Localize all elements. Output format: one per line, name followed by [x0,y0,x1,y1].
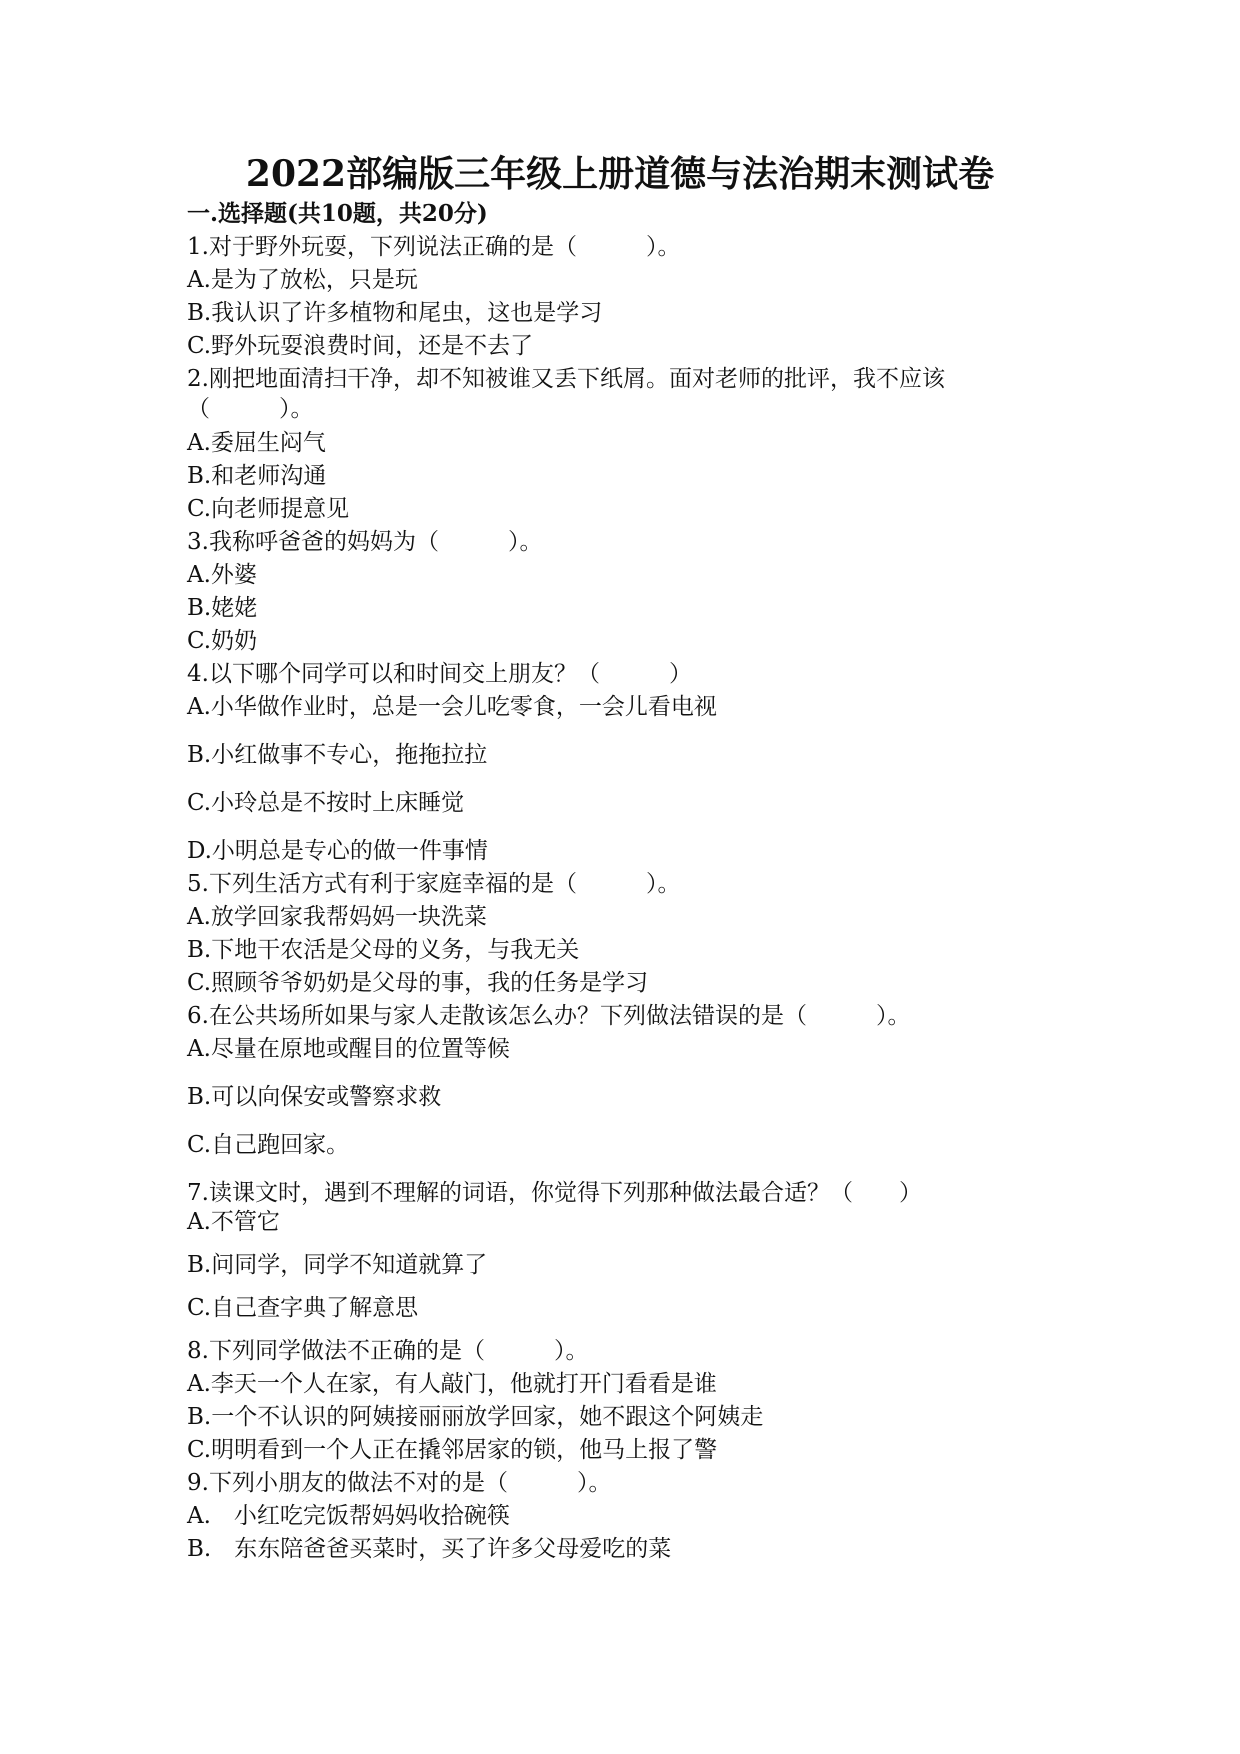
question-2-option-b[interactable]: B.和老师沟通 [187,463,327,489]
question-8-option-b[interactable]: B.一个不认识的阿姨接丽丽放学回家，她不跟这个阿姨走 [187,1404,764,1430]
question-4-option-a[interactable]: A.小华做作业时，总是一会儿吃零食，一会儿看电视 [187,694,717,720]
page-title: 2022部编版三年级上册道德与法治期末测试卷 [245,153,995,195]
question-3-option-a[interactable]: A.外婆 [187,562,257,588]
question-1-option-a[interactable]: A.是为了放松，只是玩 [187,267,418,293]
question-9-stem: 9.下列小朋友的做法不对的是（ ）。 [187,1470,612,1496]
question-7-option-c[interactable]: C.自己查字典了解意思 [187,1295,419,1321]
question-5-stem: 5.下列生活方式有利于家庭幸福的是（ ）。 [187,871,681,897]
question-2-stem: 2.刚把地面清扫干净，却不知被谁又丢下纸屑。面对老师的批评，我不应该（ ）。 [187,366,945,422]
question-4-option-c[interactable]: C.小玲总是不按时上床睡觉 [187,790,465,816]
question-5-option-c[interactable]: C.照顾爷爷奶奶是父母的事，我的任务是学习 [187,970,649,996]
question-6-option-c[interactable]: C.自己跑回家。 [187,1132,350,1158]
question-4-stem: 4.以下哪个同学可以和时间交上朋友？（ ） [187,661,692,687]
question-4-option-d[interactable]: D.小明总是专心的做一件事情 [187,838,488,864]
question-9-option-a[interactable]: A. 小红吃完饭帮妈妈收拾碗筷 [187,1503,510,1529]
question-3-stem: 3.我称呼爸爸的妈妈为（ ）。 [187,529,543,555]
section-heading: 一.选择题(共10题，共20分) [187,200,488,227]
question-9-option-b[interactable]: B. 东东陪爸爸买菜时，买了许多父母爱吃的菜 [187,1536,672,1562]
question-1-option-b[interactable]: B.我认识了许多植物和尾虫，这也是学习 [187,300,603,326]
question-7-option-b[interactable]: B.问同学，同学不知道就算了 [187,1252,488,1278]
question-1-option-c[interactable]: C.野外玩耍浪费时间，还是不去了 [187,333,534,359]
question-3-option-b[interactable]: B.姥姥 [187,595,258,621]
question-5-option-b[interactable]: B.下地干农活是父母的义务，与我无关 [187,937,580,963]
question-8-stem: 8.下列同学做法不正确的是（ ）。 [187,1338,589,1364]
question-2-option-c[interactable]: C.向老师提意见 [187,496,350,522]
question-1-stem: 1.对于野外玩耍，下列说法正确的是（ ）。 [187,234,681,260]
question-6-option-a[interactable]: A.尽量在原地或醒目的位置等候 [187,1036,510,1062]
question-7-option-a[interactable]: A.不管它 [187,1209,280,1235]
question-5-option-a[interactable]: A.放学回家我帮妈妈一块洗菜 [187,904,487,930]
question-8-option-c[interactable]: C.明明看到一个人正在撬邻居家的锁，他马上报了警 [187,1437,718,1463]
question-6-option-b[interactable]: B.可以向保安或警察求救 [187,1084,442,1110]
question-2-option-a[interactable]: A.委屈生闷气 [187,430,326,456]
question-3-option-c[interactable]: C.奶奶 [187,628,258,654]
question-4-option-b[interactable]: B.小红做事不专心，拖拖拉拉 [187,742,488,768]
question-6-stem: 6.在公共场所如果与家人走散该怎么办？下列做法错误的是（ ）。 [187,1003,911,1029]
question-8-option-a[interactable]: A.李天一个人在家，有人敲门，他就打开门看看是谁 [187,1371,717,1397]
question-7-stem: 7.读课文时，遇到不理解的词语，你觉得下列那种做法最合适？（ ） [187,1180,922,1206]
